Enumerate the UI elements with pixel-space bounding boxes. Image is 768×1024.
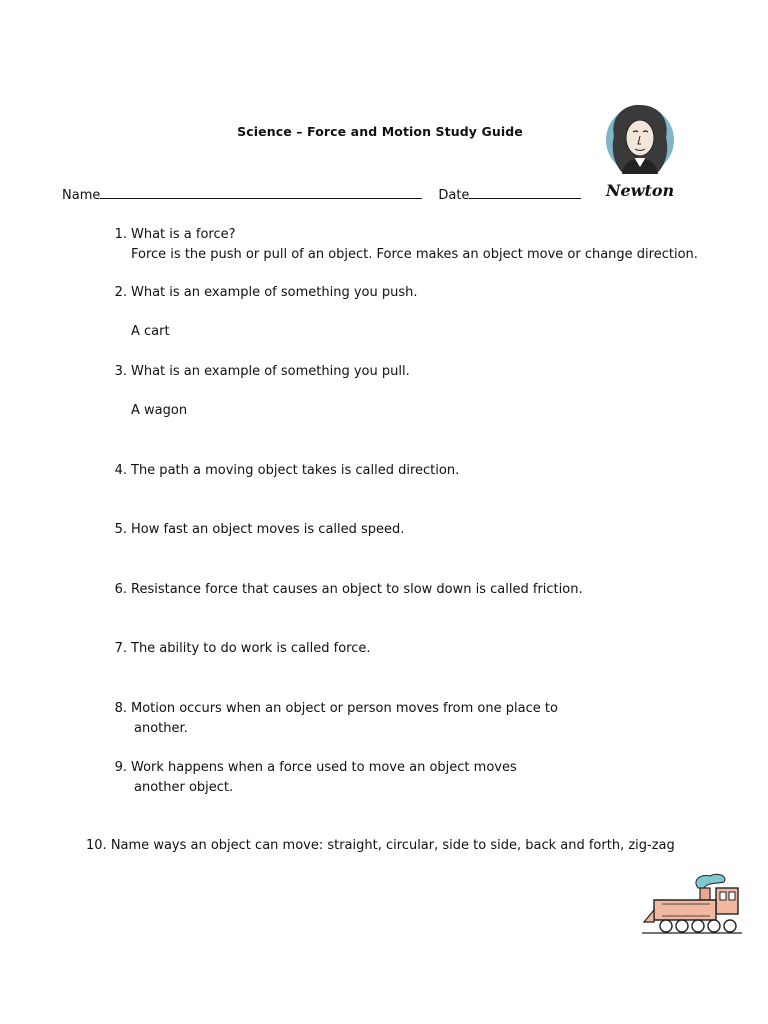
- train-clipart-image: [640, 870, 744, 940]
- question-text: How fast an object moves is called speed.: [131, 522, 405, 537]
- date-label: Date: [438, 188, 470, 203]
- answer-text: A cart: [131, 323, 170, 339]
- date-blank-line[interactable]: [469, 186, 581, 199]
- name-label: Name: [62, 188, 101, 203]
- question-7: 7. The ability to do work is called force.: [104, 639, 371, 659]
- question-text: The ability to do work is called force.: [131, 641, 371, 656]
- page-title: Science – Force and Motion Study Guide: [237, 124, 523, 139]
- question-number: 10.: [86, 838, 107, 853]
- question-3: 3. What is an example of something you pull. A wagon: [104, 362, 410, 420]
- question-text: The path a moving object takes is called direction.: [131, 463, 460, 478]
- answer-text: Force is the push or pull of an object. Force makes an object move or change direction.: [131, 246, 698, 262]
- answer-text: A wagon: [131, 402, 188, 418]
- portrait-caption: Newton: [605, 181, 675, 200]
- name-blank-line[interactable]: [100, 186, 422, 199]
- question-10: [86, 838, 675, 853]
- newton-portrait-image: [600, 96, 680, 206]
- question-8: 8. Motion occurs when an object or person moves from one place to another.: [104, 699, 558, 738]
- question-text: What is an example of something you pull.: [131, 364, 410, 379]
- question-6: 6. Resistance force that causes an object to slow down is called friction.: [104, 580, 583, 600]
- question-text: Name ways an object can move: straight, circular, side to side, back and forth, zig-zag: [110, 838, 675, 853]
- question-text-continued: another.: [134, 720, 188, 736]
- question-text: Motion occurs when an object or person moves from one place to: [131, 701, 558, 716]
- question-text-continued: another object.: [134, 779, 234, 795]
- name-date-row: [62, 186, 581, 203]
- question-text: Resistance force that causes an object to slow down is called friction.: [131, 582, 583, 597]
- question-2: 2. What is an example of something you push. A cart: [104, 283, 418, 341]
- question-5: 5. How fast an object moves is called speed.: [104, 520, 404, 540]
- question-text: What is an example of something you push.: [131, 285, 418, 300]
- question-4: 4. The path a moving object takes is called direction.: [104, 461, 459, 481]
- question-text: What is a force?: [131, 227, 236, 242]
- question-text: Work happens when a force used to move an object moves: [131, 760, 517, 775]
- question-9: 9. Work happens when a force used to move an object moves another object.: [104, 758, 517, 797]
- question-1: 1. What is a force? Force is the push or pull of an object. Force makes an object move or change direction.: [104, 225, 698, 264]
